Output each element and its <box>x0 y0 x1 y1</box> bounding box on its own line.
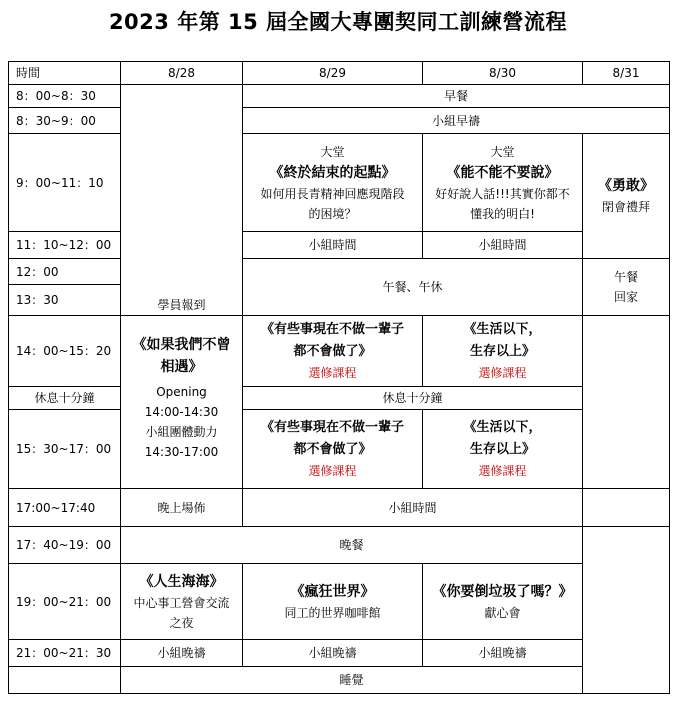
elective-cell <box>423 316 583 387</box>
session-desc: 同工的世界咖啡館 <box>284 605 381 620</box>
elective-tag: 選修課程 <box>478 464 527 478</box>
session-title: 《終於結束的起點》 <box>269 164 396 181</box>
session-desc: 懂我的明白! <box>470 206 535 221</box>
session-title: 生存以上》 <box>469 344 535 359</box>
session-title: 都不會做了》 <box>293 344 372 359</box>
table-row <box>9 410 670 489</box>
dinner-cell: 晚餐 <box>121 527 583 564</box>
session-title: 相遇》 <box>160 359 203 375</box>
session-cell-0829-evening <box>243 564 423 640</box>
page-title: 2023 年第 15 屆全國大專團契同工訓練營流程 <box>108 10 568 34</box>
session-title: 都不會做了》 <box>293 442 372 457</box>
session-cell-0828-afternoon <box>121 316 243 489</box>
time-cell: 13：30 <box>9 285 121 316</box>
header-row <box>9 62 670 85</box>
session-title: 《有些事現在不做一輩子 <box>260 322 404 337</box>
night-prayer-cell: 小組晚禱 <box>423 640 583 667</box>
session-line: Opening <box>156 385 207 399</box>
group-time-cell: 小組時間 <box>243 489 583 527</box>
empty-cell <box>583 316 670 489</box>
night-prayer-cell: 小組晚禱 <box>243 640 423 667</box>
time-cell: 休息十分鐘 <box>9 387 121 410</box>
table-row <box>9 316 670 387</box>
table-row <box>9 640 670 667</box>
time-cell: 15：30~17：00 <box>9 410 121 489</box>
session-cell-0830-morning <box>423 134 583 232</box>
home-label: 回家 <box>613 290 638 304</box>
elective-cell <box>423 410 583 489</box>
session-title: 《如果我們不曾 <box>132 337 231 353</box>
time-cell: 21：00~21：30 <box>9 640 121 667</box>
session-title: 《你要倒垃圾了嗎？》 <box>432 583 573 600</box>
session-title: 《能不能不要說》 <box>446 164 559 181</box>
session-desc: 閉會禮拜 <box>601 200 650 214</box>
time-cell: 17:00~17:40 <box>9 489 121 527</box>
session-cell-0830-evening <box>423 564 583 640</box>
session-line: 14:00-14:30 <box>144 405 219 419</box>
lunch-home-cell <box>583 259 670 316</box>
session-title: 《勇敢》 <box>598 178 654 194</box>
table-row <box>9 527 670 564</box>
time-cell: 19：00~21：00 <box>9 564 121 640</box>
time-cell: 14：00~15：20 <box>9 316 121 387</box>
time-cell: 17：40~19：00 <box>9 527 121 564</box>
break-cell: 休息十分鐘 <box>243 387 583 410</box>
session-cell-0831-morning <box>583 134 670 259</box>
session-desc: 獻心會 <box>484 605 521 620</box>
session-desc: 好好說人話!!!其實你都不 <box>435 186 570 201</box>
session-title: 《生活以下， <box>463 322 542 337</box>
elective-cell <box>243 316 423 387</box>
session-desc: 如何用長青精神回應現階段 <box>260 186 405 201</box>
session-desc: 中心事工營會交流 <box>133 595 230 610</box>
elective-tag: 選修課程 <box>308 464 357 478</box>
time-cell: 12：00 <box>9 259 121 285</box>
schedule-table <box>8 61 670 694</box>
elective-tag: 選修課程 <box>478 366 527 380</box>
session-desc: 之夜 <box>169 615 194 630</box>
empty-cell <box>583 489 670 527</box>
night-prayer-cell: 小組晚禱 <box>121 640 243 667</box>
header-time: 時間 <box>9 62 121 85</box>
header-day-0828: 8/28 <box>121 62 243 85</box>
empty-cell <box>583 527 670 694</box>
table-row <box>9 85 670 108</box>
table-row <box>9 108 670 134</box>
registration-cell: 學員報到 <box>121 285 243 316</box>
venue-label: 大堂 <box>320 144 345 159</box>
session-cell-0828-evening <box>121 564 243 640</box>
evening-setup-cell: 晚上場佈 <box>121 489 243 527</box>
time-cell: 9：00~11：10 <box>9 134 121 232</box>
session-desc: 的困境？ <box>308 206 357 221</box>
morning-prayer-cell: 小組早禱 <box>243 108 670 134</box>
empty-time-cell <box>9 667 121 694</box>
table-row <box>9 232 670 259</box>
session-line: 小組團體動力 <box>145 425 218 439</box>
session-title: 《瘋狂世界》 <box>290 583 375 600</box>
session-title: 《生活以下， <box>463 420 542 435</box>
lunch-label: 午餐 <box>613 270 638 284</box>
lunch-rest-cell: 午餐、午休 <box>243 259 583 316</box>
sleep-cell: 睡覺 <box>121 667 583 694</box>
breakfast-cell: 早餐 <box>243 85 670 108</box>
elective-tag: 選修課程 <box>308 366 357 380</box>
group-time-cell: 小組時間 <box>243 232 423 259</box>
header-day-0830: 8/30 <box>423 62 583 85</box>
time-cell: 8：30~9：00 <box>9 108 121 134</box>
session-title: 生存以上》 <box>469 442 535 457</box>
session-title: 《有些事現在不做一輩子 <box>260 420 404 435</box>
table-row <box>9 259 670 285</box>
venue-label: 大堂 <box>490 144 515 159</box>
time-cell: 11：10~12：00 <box>9 232 121 259</box>
empty-cell <box>121 85 243 285</box>
table-row <box>9 667 670 694</box>
table-row <box>9 489 670 527</box>
header-day-0831: 8/31 <box>583 62 670 85</box>
header-day-0829: 8/29 <box>243 62 423 85</box>
table-row <box>9 387 670 410</box>
session-title: 《人生海海》 <box>139 573 224 590</box>
table-row <box>9 134 670 232</box>
session-line: 14:30-17:00 <box>144 445 219 459</box>
group-time-cell: 小組時間 <box>423 232 583 259</box>
session-cell-0829-morning <box>243 134 423 232</box>
table-row <box>9 564 670 640</box>
elective-cell <box>243 410 423 489</box>
time-cell: 8：00~8：30 <box>9 85 121 108</box>
